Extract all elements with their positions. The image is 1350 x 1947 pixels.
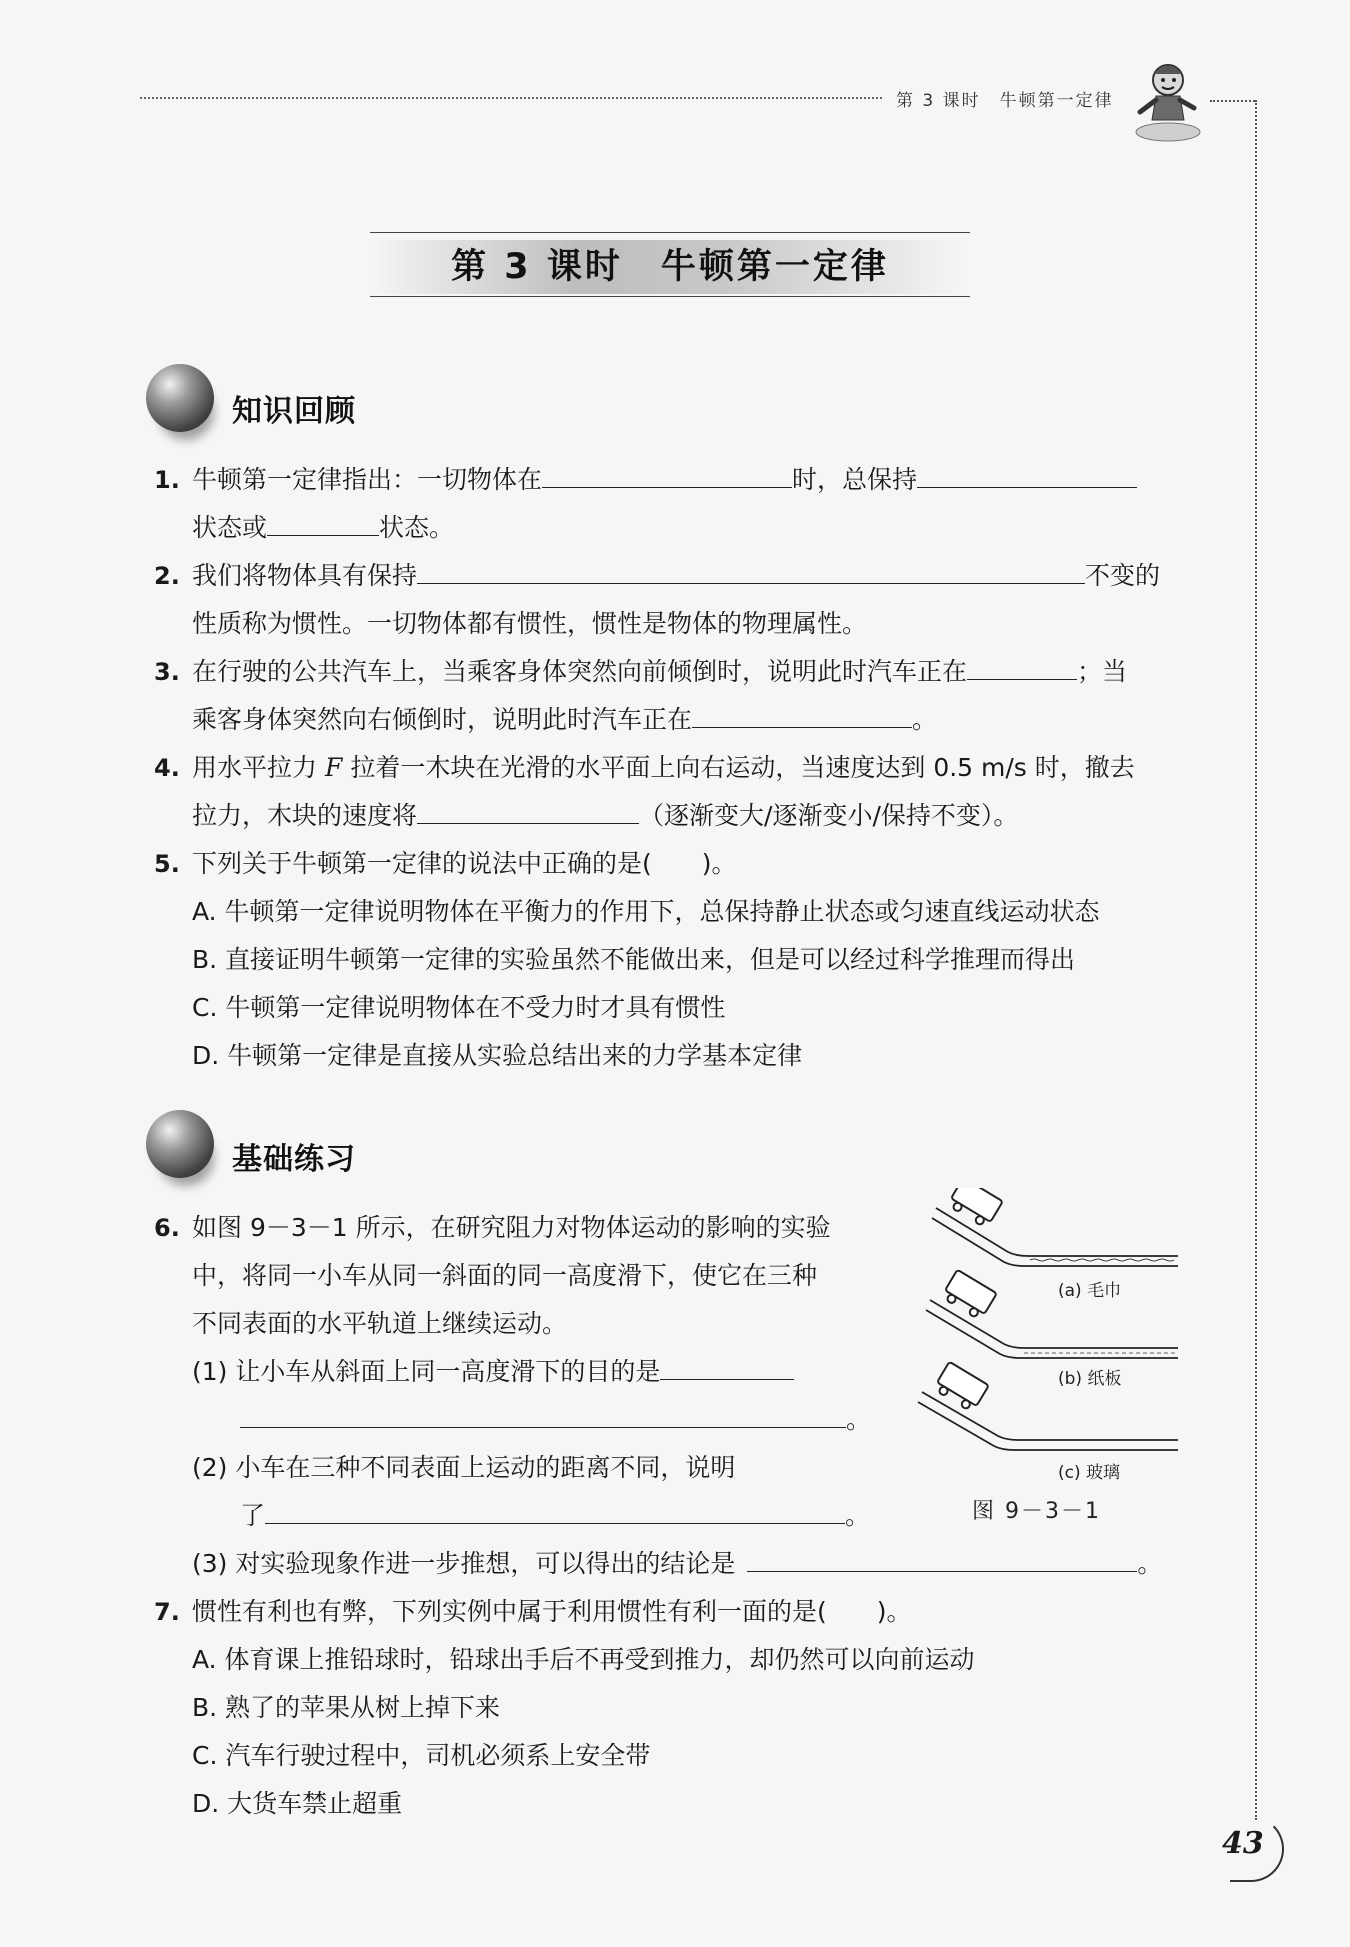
option-a[interactable]: A. 体育课上推铅球时，铅球出手后不再受到推力，却仍然可以向前运动 [192, 1645, 975, 1674]
answer-blank[interactable] [417, 799, 639, 824]
answer-blank[interactable] [747, 1547, 1137, 1572]
option-b[interactable]: B. 直接证明牛顿第一定律的实验虽然不能做出来，但是可以经过科学推理而得出 [192, 945, 1076, 974]
figure-label-a: (a) 毛巾 [1058, 1281, 1122, 1301]
question-2-line-2: 性质称为惯性。一切物体都有惯性，惯性是物体的物理属性。 [192, 609, 868, 638]
question-4: 4. 用水平拉力 F 拉着一木块在光滑的水平面上向右运动，当速度达到 0.5 m/s 时，撤去 [154, 750, 1135, 786]
title-rule-bottom [370, 296, 970, 297]
answer-blank[interactable] [660, 1355, 794, 1380]
question-6-part-2-line-2: 了 。 [240, 1501, 871, 1530]
running-header: 第 3 课时 牛顿第一定律 [896, 91, 1114, 111]
question-6-line-2: 中，将同一小车从同一斜面的同一高度滑下，使它在三种 [192, 1261, 818, 1290]
option-d[interactable]: D. 牛顿第一定律是直接从实验总结出来的力学基本定律 [192, 1041, 803, 1070]
answer-blank[interactable] [240, 1403, 846, 1428]
figure-caption: 图 9－3－1 [972, 1499, 1101, 1524]
question-4-line-2: 拉力，木块的速度将 （逐渐变大/逐渐变小/保持不变）。 [192, 801, 1019, 830]
option-a[interactable]: A. 牛顿第一定律说明物体在平衡力的作用下，总保持静止状态或匀速直线运动状态 [192, 897, 1100, 926]
section-title-review: 知识回顾 [232, 394, 356, 429]
globe-icon [146, 364, 214, 432]
cart-icon [933, 1188, 1003, 1413]
question-number: 7. [154, 1598, 180, 1626]
option-d[interactable]: D. 大货车禁止超重 [192, 1789, 403, 1818]
question-6-part-2: (2) 小车在三种不同表面上运动的距离不同，说明 [192, 1453, 736, 1482]
answer-blank[interactable] [267, 511, 379, 536]
answer-blank[interactable] [967, 655, 1077, 680]
option-c[interactable]: C. 汽车行驶过程中，司机必须系上安全带 [192, 1741, 651, 1770]
figure-incline-experiment [912, 1188, 1184, 1488]
figure-label-b: (b) 纸板 [1058, 1369, 1122, 1389]
answer-blank[interactable] [692, 703, 912, 728]
question-6-part-1: (1) 让小车从斜面上同一高度滑下的目的是 [192, 1354, 794, 1390]
figure-label-c: (c) 玻璃 [1058, 1463, 1121, 1483]
option-c[interactable]: C. 牛顿第一定律说明物体在不受力时才具有惯性 [192, 993, 726, 1022]
cartoon-mascot-icon [1128, 58, 1206, 144]
question-3: 3. 在行驶的公共汽车上，当乘客身体突然向前倾倒时，说明此时汽车正在 ；当 [154, 654, 1127, 690]
question-number: 1. [154, 466, 180, 494]
answer-blank[interactable] [917, 463, 1137, 488]
question-1: 1. 牛顿第一定律指出：一切物体在 时，总保持 [154, 462, 1137, 498]
border-dotted-top [1210, 100, 1255, 102]
question-7: 7. 惯性有利也有弊，下列实例中属于利用惯性有利一面的是( )。 [154, 1594, 912, 1630]
option-b[interactable]: B. 熟了的苹果从树上掉下来 [192, 1693, 501, 1722]
header-dotted-line [140, 97, 882, 99]
answer-blank[interactable] [265, 1499, 845, 1524]
question-6-line-3: 不同表面的水平轨道上继续运动。 [192, 1309, 568, 1338]
question-number: 6. [154, 1214, 180, 1242]
title-rule-top [370, 232, 970, 233]
question-number: 4. [154, 754, 180, 782]
border-dotted-right [1255, 100, 1257, 1820]
globe-icon [146, 1110, 214, 1178]
question-5: 5. 下列关于牛顿第一定律的说法中正确的是( )。 [154, 846, 737, 882]
question-6-part-3: (3) 对实验现象作进一步推想，可以得出的结论是 。 [192, 1549, 1163, 1578]
question-1-line-2: 状态或 状态。 [192, 513, 455, 542]
section-title-practice: 基础练习 [232, 1142, 356, 1177]
question-3-line-2: 乘客身体突然向右倾倒时，说明此时汽车正在 。 [192, 705, 938, 734]
answer-blank[interactable] [542, 463, 792, 488]
question-number: 3. [154, 658, 180, 686]
question-number: 2. [154, 562, 180, 590]
question-6-part-1-line-2: 。 [240, 1402, 871, 1438]
question-2: 2. 我们将物体具有保持 不变的 [154, 558, 1160, 594]
question-6: 6. 如图 9－3－1 所示，在研究阻力对物体运动的影响的实验 [154, 1210, 831, 1246]
page-number: 43 [1222, 1826, 1264, 1861]
question-number: 5. [154, 850, 180, 878]
answer-blank[interactable] [417, 559, 1085, 584]
page-title: 第 3 课时 牛顿第一定律 [451, 247, 889, 287]
